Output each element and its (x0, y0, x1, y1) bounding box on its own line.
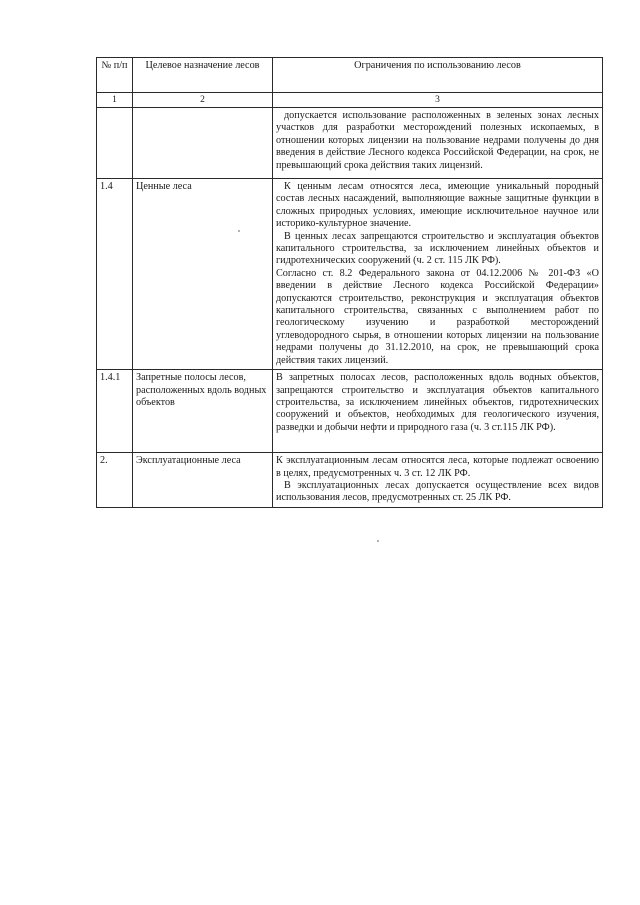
row-restrictions (273, 108, 603, 179)
forest-restrictions-table (96, 57, 603, 508)
scan-speck (377, 540, 379, 542)
restriction-paragraph: К ценным лесам относятся леса, имеющие уникальный породный состав лесных насаждений, выполняющие важные защитные функции в сложных природных условиях, имеющие исключительное научное или историко-культурное значение. (276, 181, 599, 230)
column-index-2: 2 (133, 93, 273, 108)
row-number: 1.4.1 (97, 370, 133, 453)
column-index-row (97, 93, 603, 108)
row-restrictions (273, 370, 603, 453)
row-purpose (133, 108, 273, 179)
row-purpose: Эксплуатационные леса (133, 453, 273, 508)
scan-speck (238, 230, 240, 232)
table-header-row (97, 58, 603, 93)
column-index-1: 1 (97, 93, 133, 108)
row-restrictions (273, 453, 603, 508)
row-restrictions (273, 179, 603, 370)
header-num: № п/п (97, 58, 133, 93)
row-purpose: Запретные полосы лесов, расположенных вдоль водных объектов (133, 370, 273, 453)
restriction-paragraph: Согласно ст. 8.2 Федерального закона от 04.12.2006 № 201-ФЗ «О введении в действие Лесного кодекса Российской Федерации» допускаются строительство, реконструкция и эксплуатация объектов капитального строительства, связанных с выполнением работ по геологическому изучению и разработкой месторождений углеводородного сырья, в отношении которых лицензии на пользование недрами получены до 31.12.2010, на срок, не превышающий срока действия таких лицензий. (276, 267, 599, 366)
restriction-paragraph: В ценных лесах запрещаются строительство и эксплуатация объектов капитального строительства, за исключением линейных объектов и гидротехнических сооружений (ч. 2 ст. 115 ЛК РФ). (276, 230, 599, 267)
table-row (97, 179, 603, 370)
row-purpose: Ценные леса (133, 179, 273, 370)
restriction-paragraph: В запретных полосах лесов, расположенных вдоль водных объектов, запрещаются строительство и эксплуатация объектов капитального строительства, за исключением линейных объектов, гидротехнических сооружений и объектов, необходимых для геологического изучения, разведки и добычи нефти и природного газа (ч. 3 ст.115 ЛК РФ). (276, 372, 599, 433)
table-row (97, 370, 603, 453)
restriction-paragraph: допускается использование расположенных в зеленых зонах лесных участков для разработки месторождений полезных ископаемых, в отношении которых лицензии на пользование недрами получены до дня введения в действие Лесного кодекса Российской Федерации, на срок, не превышающий срока действия таких лицензий. (276, 110, 599, 171)
restriction-paragraph: В эксплуатационных лесах допускается осуществление всех видов использования лесов, предусмотренных ст. 25 ЛК РФ. (276, 479, 599, 504)
row-number: 1.4 (97, 179, 133, 370)
restriction-paragraph: К эксплуатационным лесам относятся леса, которые подлежат освоению в целях, предусмотренных ч. 3 ст. 12 ЛК РФ. (276, 455, 599, 479)
column-index-3: 3 (273, 93, 603, 108)
header-purpose: Целевое назначение лесов (133, 58, 273, 93)
header-restrictions: Ограничения по использованию лесов (273, 58, 603, 93)
table-row (97, 108, 603, 179)
row-number: 2. (97, 453, 133, 508)
table-row (97, 453, 603, 508)
row-number (97, 108, 133, 179)
